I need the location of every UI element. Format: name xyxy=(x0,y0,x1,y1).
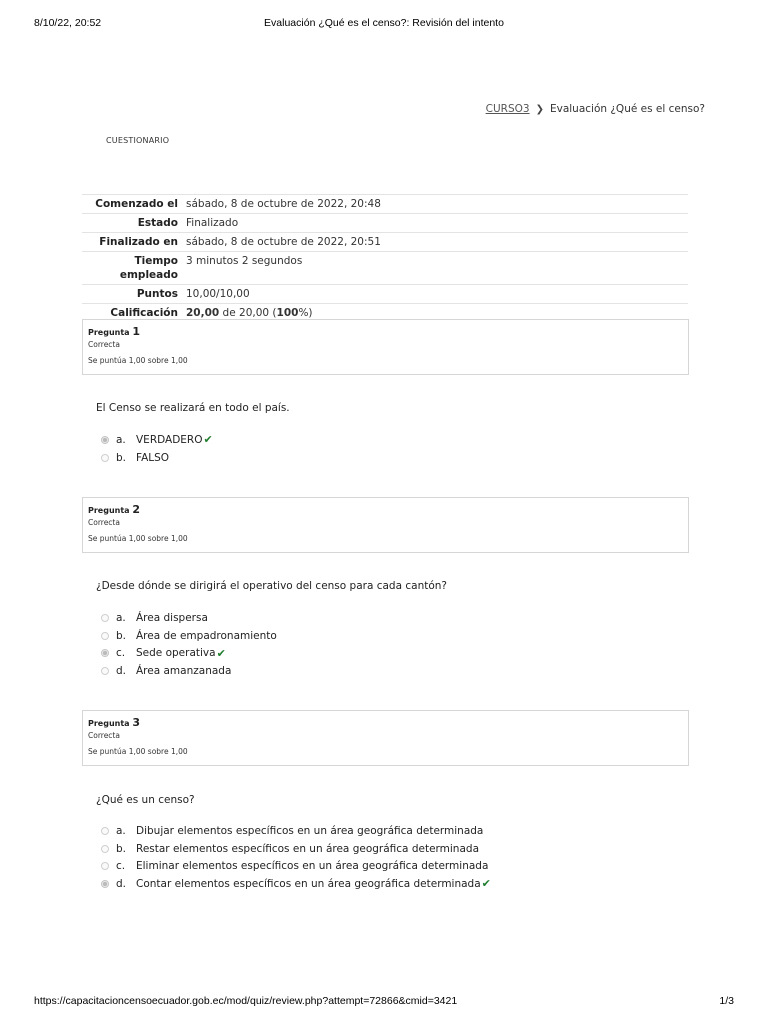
summary-key: Comenzado el xyxy=(82,195,182,214)
question-text-3: ¿Qué es un censo? xyxy=(96,794,195,806)
summary-value: sábado, 8 de octubre de 2022, 20:51 xyxy=(182,233,688,252)
radio-button[interactable] xyxy=(101,667,109,675)
answer-text: Área de empadronamiento xyxy=(136,629,277,642)
breadcrumb-course-link[interactable]: CURSO3 xyxy=(485,103,530,115)
breadcrumb xyxy=(486,103,705,115)
question-num: 2 xyxy=(132,503,141,516)
question-grade: Se puntúa 1,00 sobre 1,00 xyxy=(88,534,188,543)
summary-key: Estado xyxy=(82,214,182,233)
grade-score: 20,00 xyxy=(186,307,220,319)
question-text-2: ¿Desde dónde se dirigirá el operativo del censo para cada cantón? xyxy=(96,580,448,592)
summary-row-started xyxy=(82,195,688,214)
answer-option[interactable] xyxy=(101,431,213,449)
answer-option[interactable] xyxy=(101,857,491,875)
answer-letter: a. xyxy=(116,433,126,446)
radio-button[interactable] xyxy=(101,845,109,853)
print-url: https://capacitacioncensoecuador.gob.ec/mod/quiz/review.php?attempt=72866&cmid=3421 xyxy=(34,995,458,1007)
question-info-2 xyxy=(82,497,689,553)
question-grade: Se puntúa 1,00 sobre 1,00 xyxy=(88,747,188,756)
answer-option[interactable] xyxy=(101,840,491,858)
radio-button[interactable] xyxy=(101,649,109,657)
section-label: CUESTIONARIO xyxy=(106,136,170,145)
page-count: 1/3 xyxy=(719,995,734,1007)
answer-letter: d. xyxy=(116,664,127,677)
breadcrumb-current: Evaluación ¿Qué es el censo? xyxy=(549,103,705,115)
radio-button[interactable] xyxy=(101,827,109,835)
answer-option[interactable] xyxy=(101,609,277,627)
radio-button[interactable] xyxy=(101,880,109,888)
print-footer xyxy=(34,995,734,1009)
print-header xyxy=(34,17,734,31)
radio-button[interactable] xyxy=(101,632,109,640)
question-info-3 xyxy=(82,710,689,766)
check-icon: ✔ xyxy=(481,877,491,891)
summary-row-finished xyxy=(82,233,688,252)
question-number xyxy=(88,716,688,730)
answer-text: Dibujar elementos específicos en un área geográfica determinada xyxy=(136,824,484,837)
summary-value: Finalizado xyxy=(182,214,688,233)
grade-end: %) xyxy=(298,307,313,319)
radio-button[interactable] xyxy=(101,862,109,870)
summary-row-points xyxy=(82,285,688,304)
answer-option[interactable] xyxy=(101,627,277,645)
question-number xyxy=(88,325,688,339)
summary-key: Calificación xyxy=(82,304,182,323)
answer-text: Contar elementos específicos en un área geográfica determinada xyxy=(136,877,481,890)
summary-key-line1: Tiempo xyxy=(134,255,178,267)
answer-letter: c. xyxy=(116,860,126,873)
answer-list-1 xyxy=(101,431,213,466)
answer-text: Área amanzanada xyxy=(136,664,232,677)
question-num: 3 xyxy=(132,716,141,729)
question-label: Pregunta xyxy=(88,719,130,728)
answer-option[interactable] xyxy=(101,875,491,893)
answer-letter: a. xyxy=(116,824,126,837)
answer-option[interactable] xyxy=(101,822,491,840)
answer-list-2 xyxy=(101,609,277,680)
summary-key: Finalizado en xyxy=(82,233,182,252)
answer-list-3 xyxy=(101,822,491,893)
question-state: Correcta xyxy=(88,518,120,527)
question-grade: Se puntúa 1,00 sobre 1,00 xyxy=(88,356,188,365)
question-state: Correcta xyxy=(88,731,120,740)
answer-text: Restar elementos específicos en un área geográfica determinada xyxy=(136,842,479,855)
answer-text: Área dispersa xyxy=(136,611,208,624)
summary-value: 3 minutos 2 segundos xyxy=(182,252,688,285)
question-label: Pregunta xyxy=(88,506,130,515)
summary-row-time xyxy=(82,252,688,285)
print-date: 8/10/22, 20:52 xyxy=(34,17,102,29)
answer-text: Eliminar elementos específicos en un área geográfica determinada xyxy=(136,860,489,873)
summary-key: Puntos xyxy=(82,285,182,304)
answer-letter: b. xyxy=(116,842,127,855)
answer-letter: c. xyxy=(116,647,126,660)
radio-button[interactable] xyxy=(101,454,109,462)
answer-text: FALSO xyxy=(136,451,170,464)
answer-option[interactable] xyxy=(101,644,277,662)
answer-letter: d. xyxy=(116,877,127,890)
check-icon: ✔ xyxy=(216,646,226,660)
summary-value: sábado, 8 de octubre de 2022, 20:48 xyxy=(182,195,688,214)
answer-text: VERDADERO xyxy=(136,433,203,446)
attempt-summary-table xyxy=(82,194,688,323)
chevron-right-icon: ❯ xyxy=(535,103,544,115)
answer-letter: a. xyxy=(116,611,126,624)
summary-value: 10,00/10,00 xyxy=(182,285,688,304)
radio-button[interactable] xyxy=(101,614,109,622)
question-num: 1 xyxy=(132,325,141,338)
answer-letter: b. xyxy=(116,451,127,464)
answer-letter: b. xyxy=(116,629,127,642)
question-info-1 xyxy=(82,319,689,375)
question-label: Pregunta xyxy=(88,328,130,337)
check-icon: ✔ xyxy=(203,433,213,447)
question-number xyxy=(88,503,688,517)
radio-button[interactable] xyxy=(101,436,109,444)
question-text-1: El Censo se realizará en todo el país. xyxy=(96,402,290,414)
answer-option[interactable] xyxy=(101,449,213,467)
summary-row-state xyxy=(82,214,688,233)
answer-option[interactable] xyxy=(101,662,277,680)
grade-of: de 20,00 ( xyxy=(219,307,277,319)
summary-key xyxy=(82,252,182,285)
answer-text: Sede operativa xyxy=(136,647,216,660)
summary-key-line2: empleado xyxy=(119,269,178,281)
print-title: Evaluación ¿Qué es el censo?: Revisión del intento xyxy=(264,17,504,29)
grade-percent: 100 xyxy=(276,307,299,319)
question-state: Correcta xyxy=(88,340,120,349)
